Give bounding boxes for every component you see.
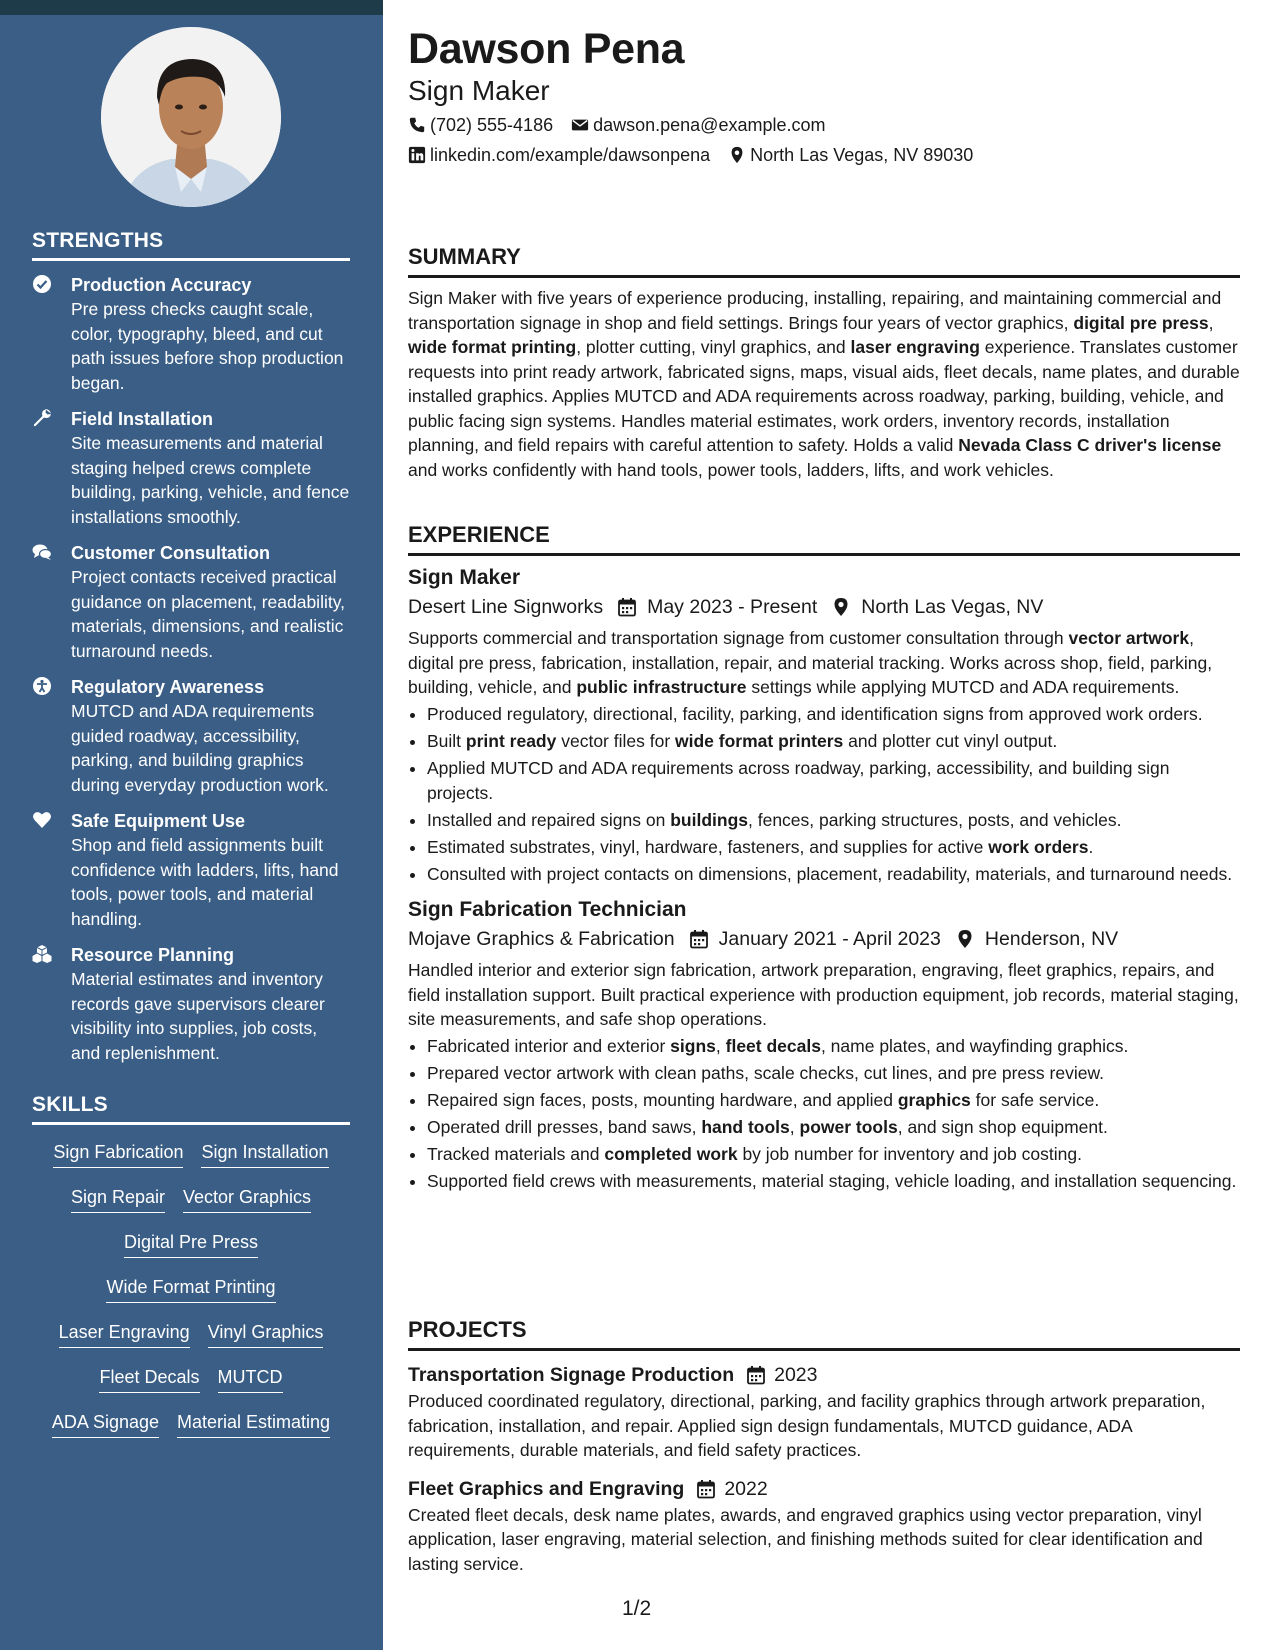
text-run: Applied MUTCD and ADA requirements across roadway, parking, accessibility, and building sign projects. (427, 758, 1170, 803)
text-run: Produced regulatory, directional, facility, parking, and identification signs from approved work orders. (427, 704, 1203, 724)
job-location: North Las Vegas, NV (861, 596, 1044, 618)
jobs-list (408, 564, 1240, 1194)
text-run: Supported field crews with measurements, material staging, vehicle loading, and installation sequencing. (427, 1171, 1237, 1191)
phone-text: (702) 555-4186 (430, 115, 554, 135)
calendar-icon (696, 1479, 716, 1499)
bold-keyword: fleet decals (725, 1036, 821, 1056)
text-run: Estimated substrates, vinyl, hardware, fasteners, and supplies for active (427, 836, 989, 857)
text-run: Repaired sign faces, posts, mounting hardware, and applied (427, 1090, 898, 1110)
summary-text (408, 286, 1240, 482)
job-description (408, 626, 1240, 700)
job-title: Sign Maker (408, 566, 521, 589)
strength-description: Pre press checks caught scale, color, typography, bleed, and cut path issues before shop production began. (71, 299, 344, 393)
strength-title: Production Accuracy (71, 275, 252, 295)
skill-tag: Wide Format Printing (106, 1275, 275, 1303)
bold-keyword: digital pre press (1073, 312, 1209, 333)
strength-item (32, 809, 350, 931)
strengths-list (32, 273, 350, 1065)
job-location-group (831, 592, 1043, 622)
text-run: settings while applying MUTCD and ADA requirements. (746, 677, 1180, 697)
job-bullet (427, 729, 1240, 754)
project-entry (408, 1475, 1240, 1577)
experience-heading: EXPERIENCE (408, 521, 1240, 556)
phone-icon (408, 116, 426, 134)
location-item (728, 143, 973, 167)
job-bullet (427, 862, 1240, 887)
email-text: dawson.pena@example.com (593, 115, 826, 135)
job-bullets (408, 702, 1240, 886)
bold-keyword: graphics (897, 1090, 971, 1110)
strength-title: Resource Planning (71, 945, 235, 965)
text-run: Handled interior and exterior sign fabrication, artwork preparation, engraving, fleet graphics, repairs, and field installation support. Built practical experience with production equipment, job records, material staging, site measurements, and safe shop operations. (408, 960, 1239, 1029)
bold-keyword: public infrastructure (576, 677, 747, 697)
check-circle-icon (32, 274, 52, 294)
project-entry (408, 1361, 1240, 1463)
skill-row (32, 1131, 350, 1176)
skills-heading: SKILLS (32, 1093, 350, 1125)
text-run: , plotter cutting, vinyl graphics, and (576, 337, 851, 357)
map-marker-icon (728, 146, 746, 164)
job-title: Sign Fabrication Technician (408, 898, 687, 921)
text-run: , fences, parking structures, posts, and vehicles. (748, 809, 1122, 830)
bold-keyword: power tools (799, 1117, 898, 1137)
text-run: Operated drill presses, band saws, (427, 1117, 702, 1137)
text-run: Built (427, 731, 466, 751)
contact-row-2 (408, 143, 973, 167)
text-run: Tracked materials and (427, 1144, 605, 1164)
page-number: 1/2 (622, 1597, 652, 1620)
accessibility-icon (32, 676, 52, 696)
job-company: Desert Line Signworks (408, 596, 604, 618)
text-run: , (789, 1117, 800, 1137)
skill-tag: ADA Signage (52, 1410, 159, 1438)
text-run: and works confidently with hand tools, power tools, ladders, lifts, and work vehicles. (408, 459, 1054, 480)
summary-section (408, 243, 1240, 482)
job-location-group (955, 924, 1118, 954)
text-run: for safe service. (970, 1090, 1100, 1110)
experience-section (408, 521, 1240, 1194)
linkedin-item[interactable] (408, 143, 710, 167)
projects-list (408, 1361, 1240, 1576)
job-company: Mojave Graphics & Fabrication (408, 928, 675, 950)
project-year: 2023 (774, 1364, 818, 1386)
text-run: vector files for (556, 731, 676, 751)
bold-keyword: wide format printers (675, 731, 844, 751)
job-entry (408, 896, 1240, 1194)
location-text: North Las Vegas, NV 89030 (750, 145, 974, 165)
heart-icon (32, 810, 52, 830)
strength-title: Regulatory Awareness (71, 677, 265, 697)
projects-heading: PROJECTS (408, 1316, 1240, 1351)
job-bullet (427, 702, 1240, 727)
job-bullet (427, 1088, 1240, 1113)
project-year: 2022 (724, 1477, 768, 1500)
skill-row (32, 1221, 350, 1266)
project-name: Transportation Signage Production (408, 1364, 735, 1386)
bold-keyword: Nevada Class C driver's license (958, 435, 1222, 455)
project-description: Produced coordinated regulatory, directional, parking, and facility graphics through artwork preparation, fabrication, installation, and repair. Applied sign design fundamentals, MUTCD guidance, ADA requirements, durable materials, and field safety practices. (408, 1391, 1206, 1460)
skill-row (32, 1176, 350, 1221)
bold-keyword: print ready (465, 731, 557, 751)
skill-row (32, 1356, 350, 1401)
bold-keyword: vector artwork (1068, 628, 1190, 648)
calendar-icon (617, 597, 637, 617)
job-bullet (427, 1034, 1240, 1059)
bold-keyword: laser engraving (850, 337, 980, 357)
strength-item (32, 541, 350, 663)
bold-keyword: buildings (670, 809, 748, 830)
strengths-section (32, 229, 350, 1065)
strength-description: Material estimates and inventory records gave supervisors clearer visibility into supplies, job costs, and replenishment. (71, 969, 325, 1063)
text-run: , name plates, and wayfinding graphics. (820, 1036, 1129, 1056)
text-run: Prepared vector artwork with clean paths, scale checks, cut lines, and pre press review. (427, 1063, 1104, 1083)
text-run: experience. Translates customer requests into print ready artwork, fabricated signs, maps, visual aids, fleet decals, name plates, and durable installed graphics. Applies MUTCD and ADA requirements across roadway, parking, building, vehicle, and public facing sign systems. Handles material estimates, work orders, inventory records, installation planning, and field repairs with careful attention to safety. Holds a valid (408, 337, 1240, 455)
comments-icon (32, 542, 52, 562)
phone-item[interactable] (408, 113, 553, 137)
skill-row (32, 1401, 350, 1446)
job-entry (408, 564, 1240, 886)
job-bullet (427, 1142, 1240, 1167)
text-run: Supports commercial and transportation signage from customer consultation through (408, 628, 1069, 648)
skill-tag: Fleet Decals (99, 1365, 199, 1393)
strength-item (32, 943, 350, 1065)
envelope-icon (571, 116, 589, 134)
email-item[interactable] (571, 113, 825, 137)
project-header (408, 1361, 1240, 1389)
job-dates-group (689, 924, 941, 954)
job-description (408, 958, 1240, 1032)
strength-title: Safe Equipment Use (71, 811, 246, 831)
skill-row (32, 1266, 350, 1311)
bold-keyword: wide format printing (408, 337, 577, 357)
strength-title: Customer Consultation (71, 543, 271, 563)
bold-keyword: hand tools (701, 1117, 790, 1137)
contact-row-1 (408, 113, 826, 137)
text-run: , digital pre press, fabrication, installation, repair, and material tracking. Works across shop, field, parking, building, vehicle, and (408, 628, 1213, 697)
text-run: Fabricated interior and exterior (427, 1036, 671, 1056)
skill-tag: Digital Pre Press (124, 1230, 258, 1258)
text-run: Sign Maker with five years of experience producing, installing, repairing, and maintaining commercial and transportation signage in shop and field settings. Brings four years of vector graphics, (408, 288, 1222, 333)
bold-keyword: completed work (604, 1144, 738, 1164)
linkedin-text: linkedin.com/example/dawsonpena (430, 145, 711, 165)
job-bullet (427, 835, 1240, 860)
job-location: Henderson, NV (984, 928, 1119, 950)
skill-tag: MUTCD (218, 1365, 283, 1393)
skill-tag: Material Estimating (177, 1410, 330, 1438)
bold-keyword: signs (670, 1036, 716, 1056)
calendar-icon (746, 1365, 766, 1385)
text-run: by job number for inventory and job costing. (737, 1144, 1082, 1164)
map-marker-icon (955, 929, 975, 949)
candidate-name: Dawson Pena (408, 25, 685, 73)
job-meta (408, 592, 1240, 622)
wrench-icon (32, 408, 52, 428)
strength-title: Field Installation (71, 409, 214, 429)
skill-tag: Sign Installation (201, 1140, 328, 1168)
text-run: . (1088, 836, 1094, 857)
projects-section (408, 1316, 1240, 1576)
sidebar (0, 15, 383, 1650)
job-dates: May 2023 - Present (647, 596, 818, 618)
job-bullet (427, 1061, 1240, 1086)
text-run: , and sign shop equipment. (897, 1117, 1108, 1137)
profile-photo (101, 27, 281, 207)
summary-heading: SUMMARY (408, 243, 1240, 278)
text-run: Installed and repaired signs on (427, 809, 671, 830)
skill-tag: Sign Repair (71, 1185, 165, 1213)
project-year-group (696, 1475, 767, 1503)
skill-tag: Vector Graphics (183, 1185, 311, 1213)
text-run: Consulted with project contacts on dimensions, placement, readability, materials, and turnaround needs. (427, 863, 1233, 884)
job-bullet (427, 1169, 1240, 1194)
project-description: Created fleet decals, desk name plates, awards, and engraved graphics using vector preparation, vinyl application, laser engraving, material selection, and finishing methods suited for clear identification and lasting service. (408, 1504, 1203, 1574)
text-run: and plotter cut vinyl output. (843, 731, 1058, 751)
skill-tag: Sign Fabrication (53, 1140, 183, 1168)
skills-list (32, 1131, 350, 1446)
job-dates: January 2021 - April 2023 (718, 928, 941, 950)
skill-row (32, 1311, 350, 1356)
sidebar-top-band (0, 0, 383, 15)
linkedin-icon (408, 146, 426, 164)
job-bullet (427, 808, 1240, 833)
skill-tag: Laser Engraving (59, 1320, 190, 1348)
strength-description: Project contacts received practical guidance on placement, readability, materials, dimensions, and realistic turnaround needs. (71, 567, 346, 661)
strength-description: Shop and field assignments built confidence with ladders, lifts, hand tools, power tools, and material handling. (71, 835, 339, 929)
cubes-icon (32, 944, 52, 964)
strength-item (32, 407, 350, 529)
job-bullet (427, 756, 1240, 805)
skill-tag: Vinyl Graphics (208, 1320, 324, 1348)
strengths-heading: STRENGTHS (32, 229, 350, 261)
skills-section (32, 1093, 350, 1446)
bold-keyword: work orders (988, 836, 1089, 857)
strength-item (32, 675, 350, 797)
job-bullet (427, 1115, 1240, 1140)
strength-description: MUTCD and ADA requirements guided roadway, accessibility, parking, and building graphics during everyday production work. (71, 701, 329, 795)
job-dates-group (617, 592, 817, 622)
map-marker-icon (831, 597, 851, 617)
project-year-group (746, 1361, 817, 1389)
job-bullets (408, 1034, 1240, 1194)
strength-item (32, 273, 350, 395)
project-name: Fleet Graphics and Engraving (408, 1477, 685, 1500)
project-header (408, 1475, 1240, 1503)
text-run: , (1208, 312, 1214, 333)
job-meta (408, 924, 1240, 954)
text-run: , (715, 1036, 726, 1056)
calendar-icon (689, 929, 709, 949)
strength-description: Site measurements and material staging helped crews complete building, parking, vehicle, and fence installations smoothly. (71, 433, 350, 527)
candidate-title: Sign Maker (408, 75, 550, 106)
